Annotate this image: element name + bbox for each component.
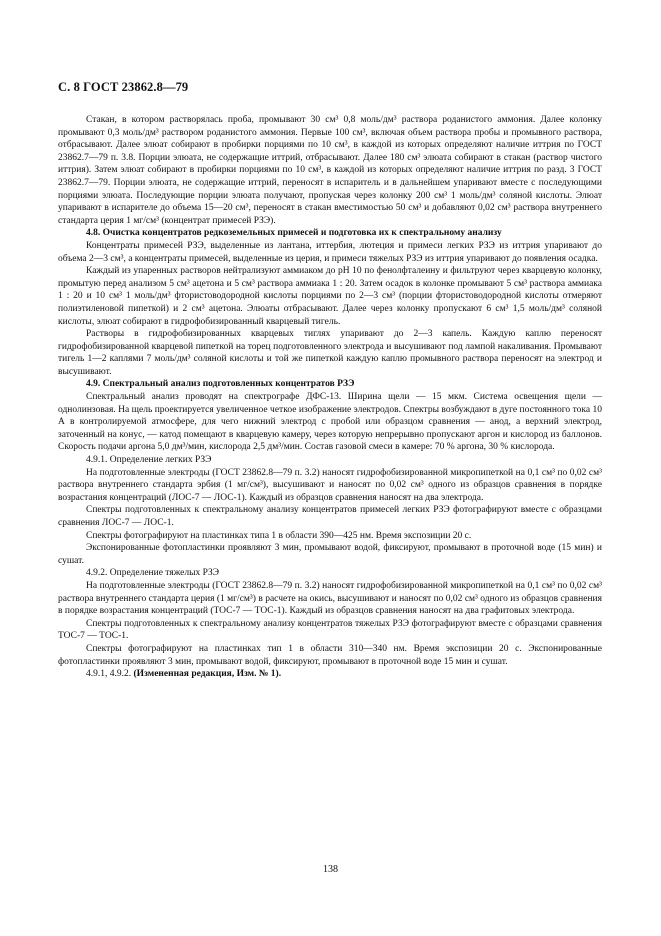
paragraph-light-spectra: Спектры подготовленных к спектральному анализу концентратов примесей легких РЗЭ фотографируют вместе с образцами сравнения ЛОС-7 — ЛОС-1. xyxy=(58,505,602,528)
amendment-text: (Измененная редакция, Изм. № 1). xyxy=(133,669,282,680)
document-page xyxy=(58,80,602,681)
paragraph-neutralization: Каждый из упаренных растворов нейтрализуют аммиаком до рН 10 по фенолфталеину и фильтруют через кварцевую колонку, промытую перед анализом 5 см³ ацетона и 5 см³ раствора аммиака 1 : 20. Затем осадок в колонке промывают 5 см³ раствора аммиака 1 : 20 и 10 см³ 1 моль/дм³ фтористоводородной кислоты порциями по 2—3 см³ (порции фтористоводородной кислоты отмеряют полиэтиленовой пипеткой) и 2 см³ ацетона. Элюаты отбрасывают. Далее через колонку пропускают 6 см³ 1,5 моль/дм³ соляной кислоты, элюат собирают в гидрофобизированный кварцевый тигель. xyxy=(58,266,602,327)
amendment-ref: 4.9.1, 4.9.2. xyxy=(86,669,132,680)
page-number: 138 xyxy=(323,864,338,875)
paragraph-light-electrodes: На подготовленные электроды (ГОСТ 23862.8—79 п. 3.2) наносят гидрофобизированной микропипеткой на 0,1 см³ по 0,02 см³ раствора внутреннего стандарта эрбия (1 мг/см³), высушивают и наносят по 0,02 см³ одного из образцов сравнения в порядке возрастания концентраций (ЛОС-7 — ЛОС-1). Каждый из образцов сравнения наносят на два электрода. xyxy=(58,467,602,503)
paragraph-column-washing: Стакан, в котором растворялась проба, промывают 30 см³ 0,8 моль/дм³ раствора роданистого аммония. Далее колонку промывают 0,3 моль/дм³ раствором роданистого аммония. Первые 100 см³, включая объем раствора пробы и промывного раствора, отбрасывают. Далее элюат собирают в пробирки порциями по 10 см³, в каждой из которых определяют наличие иттрия по ГОСТ 23862.7—79 п. 3.8. Порции элюата, не содержащие иттрий, отбрасывают. Далее 180 см³ элюата собирают в стакан (раствор чистого иттрия). Затем элюат собирают в пробирки порциями по 10 см³, в каждой из которых определяют наличие иттрия по разд. 3 ГОСТ 23862.7—79. Порции элюата, не содержащие иттрий, переносят в испаритель и в дальнейшем упаривают вместе с последующими порциями элюата. Последующие порции элюата получают, пропуская через колонку 200 см³ 1 моль/дм³ соляной кислоты. Элюат упаривают в испарителе до объема 15—20 см³, переносят в стакан вместимостью 50 см³ и добавляют 0,02 см³ раствора внутреннего стандарта церия 1 мг/см³ (концентрат примесей РЗЭ). xyxy=(58,115,602,226)
paragraph-spectrograph: Спектральный анализ проводят на спектрографе ДФС-13. Ширина щели — 15 мкм. Система освещения щели — однолинзовая. На щель проектируется увеличенное четкое изображение электродов. Спектры возбуждают в дуге постоянного тока 10 А в контролируемой атмосфере, для чего нижний электрод с пробой или образцом сравнения — анод, а верхний электрод, заточенный на конус, — катод помещают в кварцевую камеру, через которую непрерывно пропускают аргон и кислород из баллонов. Скорость подачи аргона 5,0 дм³/мин, кислорода 2,5 дм³/мин. Состав газовой смеси в камере: 70 % аргона, 30 % кислорода. xyxy=(58,392,602,453)
paragraph-light-plates: Спектры фотографируют на пластинках типа 1 в области 390—425 нм. Время экспозиции 20 с. xyxy=(86,530,472,541)
subsection-heading-4-9-2: 4.9.2. Определение тяжелых РЗЭ xyxy=(86,568,220,579)
paragraph-heavy-electrodes: На подготовленные электроды (ГОСТ 23862.8—79 п. 3.2) наносят гидрофобизированной микропипеткой на 0,1 см³ по 0,02 см³ раствора внутреннего стандарта церия (1 мг/см³) в расчете на окись, высушивают и наносят по 0,02 см³ одного из образцов сравнения в порядке возрастания концентраций (ТОС-7 — ТОС-1). Каждый из образцов сравнения наносят на два графитовых электрода. xyxy=(58,580,602,617)
paragraph-crucibles: Растворы в гидрофобизированных кварцевых тиглях упаривают до 2—3 капель. Каждую каплю переносят гидрофобизированной кварцевой пипеткой на торец подготовленного электрода и высушивают под лампой накаливания. Промывают тигель 1—2 каплями 7 моль/дм³ соляной кислоты и той же пипеткой каждую каплю промывного раствора переносят на электрод и высушивают. xyxy=(58,329,602,377)
paragraph-heavy-spectra: Спектры подготовленных к спектральному анализу концентратов тяжелых РЗЭ фотографируют вместе с образцами сравнения ТОС-7 — ТОС-1. xyxy=(58,618,602,642)
section-heading-4-8: 4.8. Очистка концентратов редкоземельных примесей и подготовка их к спектральному анализу xyxy=(86,228,502,239)
page-header: С. 8 ГОСТ 23862.8—79 xyxy=(58,80,189,94)
paragraph-heavy-plates: Спектры фотографируют на пластинках тип 1 в области 310—340 нм. Время экспозиции 20 с. Экспонированные фотопластинки проявляют 3 мин, промывают водой, фиксируют, промывают в проточной воде 15 мин и сушат. xyxy=(58,643,602,667)
section-heading-4-9: 4.9. Спектральный анализ подготовленных концентратов РЗЭ xyxy=(86,379,355,390)
paragraph-light-developing: Экспонированные фотопластинки проявляют 3 мин, промывают водой, фиксируют, промывают в проточной воде (15 мин) и сушат. xyxy=(58,543,602,566)
paragraph-concentrates: Концентраты примесей РЗЭ, выделенные из лантана, иттербия, лютеция и примеси легких РЗЭ из иттрия упаривают до объема 2—3 см³, а концентраты примесей, выделенные из церия, и примеси тяжелых РЗЭ из иттрия упаривают до появления осадка. xyxy=(58,240,602,264)
subsection-heading-4-9-1: 4.9.1. Определение легких РЗЭ xyxy=(86,455,212,466)
amendment-note xyxy=(58,668,602,681)
